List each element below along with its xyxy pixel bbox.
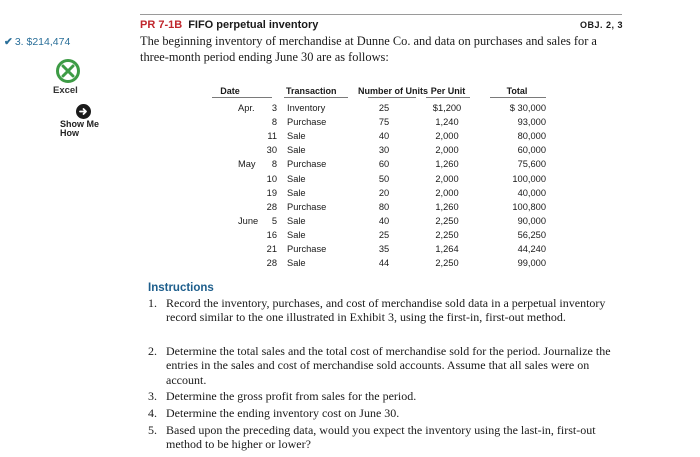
col-number-of-units: Number of Units [357,86,428,96]
item-number: 3. [148,389,157,403]
problem-title [140,19,318,31]
table-row [210,143,550,157]
table-row [210,172,550,186]
cell-units: 80 [378,201,390,212]
cell-day: 10 [266,173,277,184]
header-rule [490,97,546,98]
cell-transaction: Purchase [287,117,327,128]
cell-month: Apr. [238,103,255,113]
item-number: 5. [148,423,157,437]
answer-text: 3. $214,474 [14,36,71,48]
cell-transaction: Sale [287,258,306,269]
show-me-how-link[interactable]: Show Me How [60,119,100,138]
col-date: Date [220,86,240,96]
cell-total: 60,000 [517,145,546,156]
problem-id: PR 7-1B [140,19,183,31]
cell-total: 99,000 [517,258,546,269]
cell-day: 21 [266,244,277,254]
cell-day: 3 [271,103,277,113]
cell-transaction: Purchase [287,244,327,254]
excel-x-icon [61,64,75,78]
table-row [210,115,550,129]
cell-transaction: Inventory [287,103,326,113]
cell-transaction: Sale [287,215,306,226]
table-row [210,228,550,242]
item-text: Determine the total sales and the total cost of merchandise sold for the period. Journalize the entries in the sales and cost of merchandise sold accounts. Assume that all sales were on account. [166,344,611,387]
cell-unit-cost: 2,250 [435,258,459,269]
cell-unit-cost: 2,250 [435,215,459,226]
cell-unit-cost: 1,260 [435,159,459,170]
excel-label[interactable]: Excel [53,85,78,96]
instructions-heading: Instructions [148,282,214,294]
cell-total: 100,000 [512,173,546,184]
cell-unit-cost: 2,000 [435,145,459,156]
cell-transaction: Sale [287,131,306,142]
cell-units: 40 [378,131,390,142]
table-row [210,242,550,256]
arrow-right-icon[interactable] [76,104,91,119]
cell-total: 93,000 [517,117,546,128]
cell-unit-cost: 2,250 [435,229,459,240]
header-rule [212,97,272,98]
cell-units: 25 [378,229,390,240]
cell-units: 25 [378,103,390,113]
cell-total: 100,800 [512,201,546,212]
table-row [210,214,550,228]
problem-name: FIFO perpetual inventory [188,19,319,31]
item-text: Record the inventory, purchases, and cost of merchandise sold data in a perpetual inventory record similar to the one illustrated in Exhibit 3, using the first-in, first-out method. [166,296,606,325]
cell-units: 40 [378,215,390,226]
cell-transaction: Purchase [287,201,327,212]
cell-unit-cost: 2,000 [435,131,459,142]
cell-units: 50 [378,173,390,184]
excel-icon[interactable] [56,59,80,83]
cell-day: 30 [266,145,277,156]
cell-unit-cost: $1,200 [432,103,462,113]
cell-day: 11 [267,131,277,142]
cell-unit-cost: 1,240 [435,117,459,128]
cell-transaction: Sale [287,229,306,240]
table-row [210,129,550,143]
cell-total: 44,240 [517,244,546,254]
top-divider [140,14,622,15]
cell-day: 28 [266,201,277,212]
cell-total: 90,000 [517,215,546,226]
cell-unit-cost: 1,264 [435,244,459,254]
item-number: 2. [148,344,157,358]
inventory-table-header [210,76,550,98]
cell-total: 75,600 [517,159,546,170]
col-transaction: Transaction [286,86,337,96]
cell-day: 28 [266,258,277,269]
header-rule [284,97,348,98]
cell-units: 30 [378,145,390,156]
cell-transaction: Sale [287,173,306,184]
objective-label: OBJ. 2, 3 [580,20,624,30]
cell-transaction: Sale [287,145,306,156]
cell-unit-cost: 1,260 [435,201,459,212]
col-per-unit: Per Unit [430,86,466,96]
cell-unit-cost: 2,000 [435,187,459,198]
cell-total: $ 30,000 [509,103,546,113]
cell-month: May [238,159,256,170]
table-row [210,256,550,270]
cell-units: 44 [378,258,390,269]
cell-day: 19 [266,187,277,198]
cell-day: 5 [271,215,277,226]
cell-day: 8 [271,159,277,170]
cell-month: June [238,215,259,226]
item-text: Determine the ending inventory cost on June 30. [166,406,400,420]
item-number: 1. [148,296,157,310]
cell-total: 56,250 [517,229,546,240]
table-row [210,200,550,214]
item-text: Based upon the preceding data, would you expect the inventory using the last-in, first-out method to be higher or lower? [166,423,596,452]
arrow-glyph [78,106,89,117]
cell-transaction: Sale [287,187,306,198]
header-rule [426,97,470,98]
cell-units: 60 [378,159,390,170]
cell-total: 80,000 [517,131,546,142]
cell-unit-cost: 2,000 [435,173,459,184]
cell-total: 40,000 [517,187,546,198]
cell-transaction: Purchase [287,159,327,170]
table-row [210,101,550,115]
item-number: 4. [148,406,157,420]
cell-day: 16 [266,229,277,240]
header-rule [368,97,416,98]
check-icon: ✔ [4,36,13,48]
item-text: Determine the gross profit from sales for the period. [166,389,417,403]
table-row [210,186,550,200]
cell-units: 20 [378,187,390,198]
cell-units: 75 [378,117,390,128]
cell-day: 8 [271,117,277,128]
col-total: Total [506,86,528,96]
table-row [210,157,550,171]
cell-units: 35 [378,244,390,254]
problem-intro: The beginning inventory of merchandise at Dunne Co. and data on purchases and sales for a three-month period ending June 30 are as follows: [140,34,597,64]
answer-hint [4,36,70,48]
